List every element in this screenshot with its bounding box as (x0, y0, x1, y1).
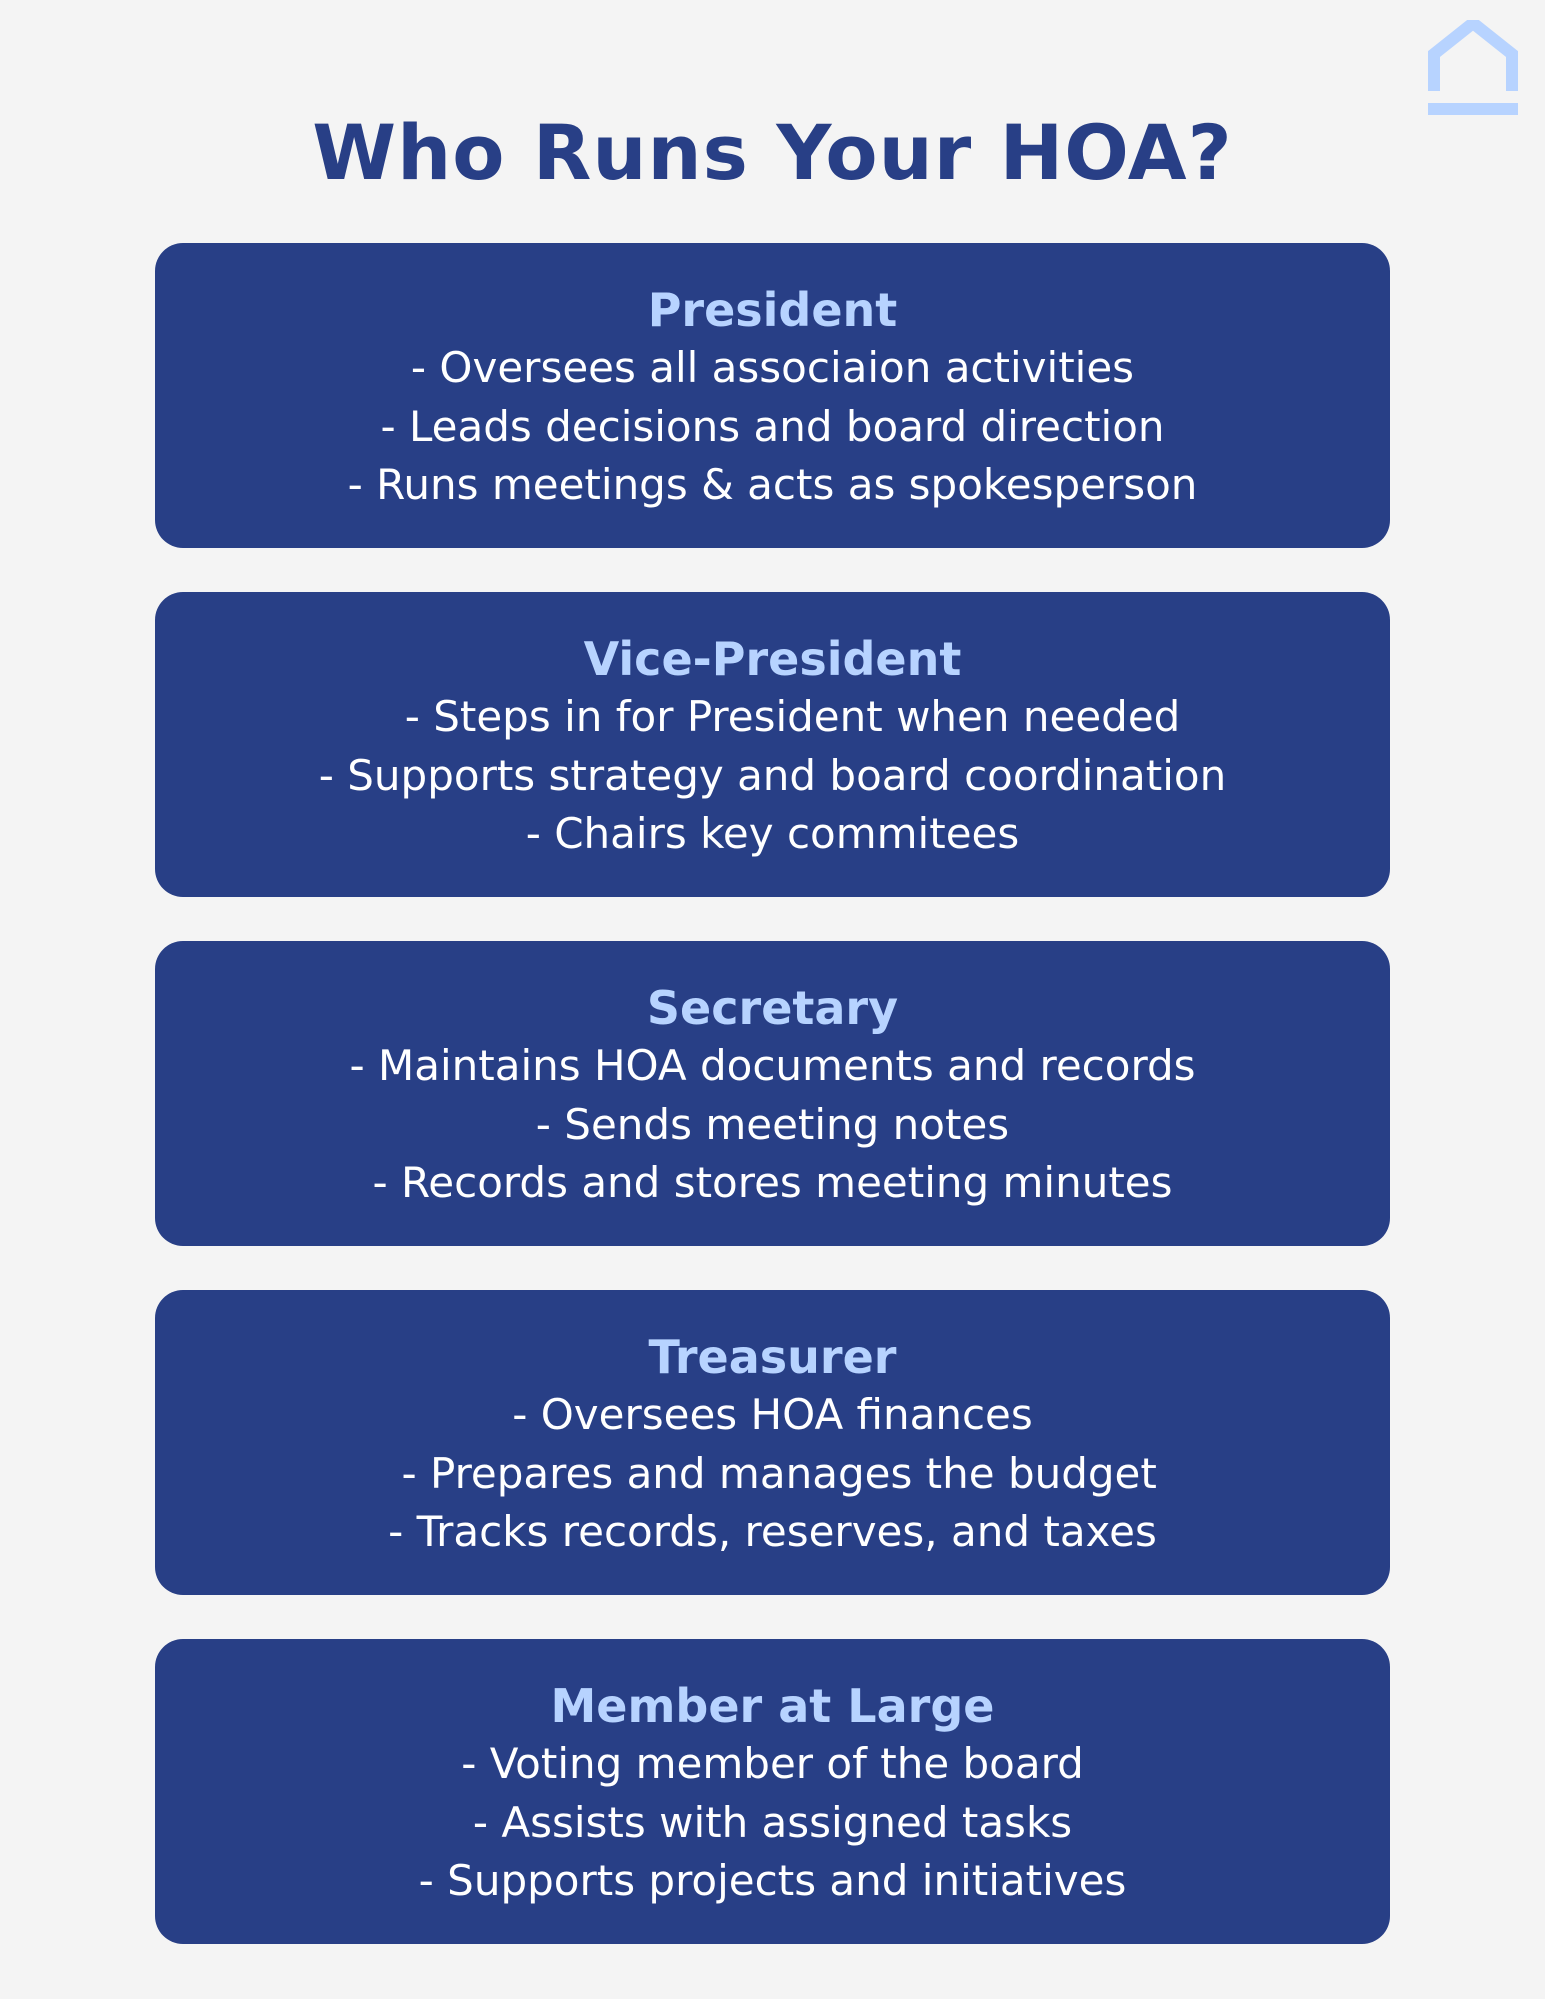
role-title: Treasurer (648, 1330, 897, 1384)
role-duties (155, 1386, 1390, 1562)
duty-item: - Steps in for President when needed (364, 692, 1181, 741)
duty-item: - Supports projects and initiatives (418, 1856, 1127, 1905)
role-duties (155, 1037, 1390, 1213)
duty-item: - Oversees all associaion activities (410, 343, 1135, 392)
role-duties (155, 1735, 1390, 1911)
role-card-vice-president (155, 592, 1390, 897)
role-title: Member at Large (550, 1679, 995, 1733)
role-card-treasurer (155, 1290, 1390, 1595)
duty-item: - Leads decisions and board direction (380, 401, 1165, 451)
role-title: President (647, 283, 898, 337)
duty-item: - Runs meetings & acts as spokesperson (347, 460, 1198, 509)
house-outline-icon (1428, 20, 1518, 116)
duty-item: - Oversees HOA finances (512, 1390, 1033, 1439)
role-card-member-at-large (155, 1639, 1390, 1944)
role-duties (155, 339, 1390, 515)
duty-item: - Tracks records, reserves, and taxes (388, 1507, 1157, 1556)
duty-item: - Prepares and manages the budget (388, 1448, 1157, 1498)
role-duties (155, 688, 1390, 864)
page-title: Who Runs Your HOA? (312, 108, 1233, 197)
role-title: Secretary (646, 981, 899, 1035)
duty-item: - Chairs key commitees (525, 809, 1020, 858)
duty-item: - Records and stores meeting minutes (372, 1158, 1173, 1207)
duty-item: - Assists with assigned tasks (472, 1797, 1073, 1847)
duty-item: - Supports strategy and board coordination (318, 750, 1227, 800)
duty-item: - Voting member of the board (461, 1739, 1084, 1788)
role-card-president (155, 243, 1390, 548)
role-title: Vice-President (583, 632, 962, 686)
duty-item: - Sends meeting notes (535, 1099, 1010, 1149)
role-card-secretary (155, 941, 1390, 1246)
duty-item: - Maintains HOA documents and records (349, 1041, 1196, 1090)
roles-list (155, 243, 1390, 1988)
